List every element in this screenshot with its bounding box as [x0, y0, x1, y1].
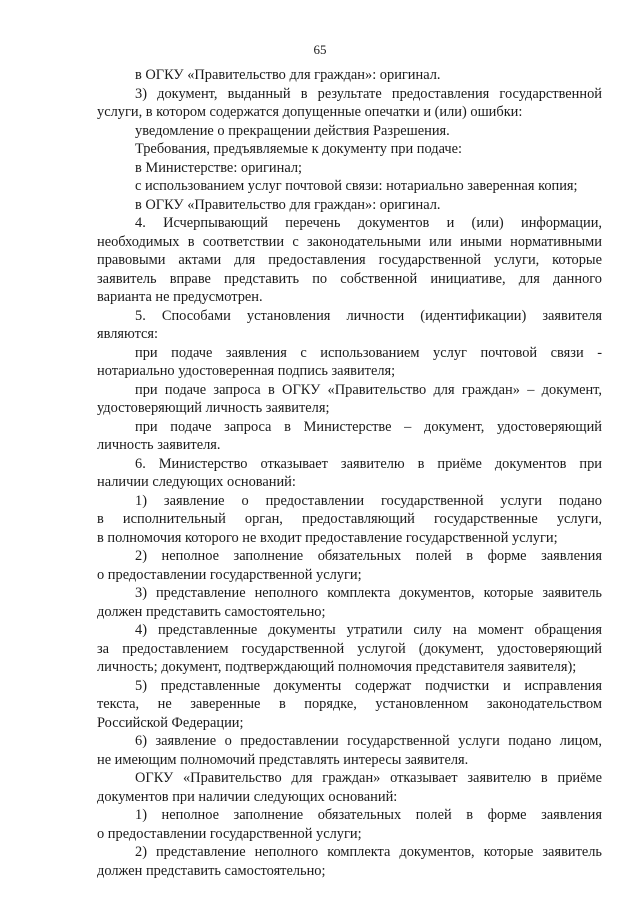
text-line: в Министерстве: оригинал; [135, 159, 303, 176]
text-line: Требования, предъявляемые к документу при подаче: [135, 141, 462, 157]
text-line: в исполнительный орган, предоставляющий государственные услуги, [97, 511, 602, 527]
text-line: за предоставлением государственной услугой (документ, удостоверяющий [97, 640, 602, 657]
text-line: в полномочия которого не входит предоставление государственной услуги; [97, 529, 558, 546]
text-line: 2) неполное заполнение обязательных полей в форме заявления [135, 548, 602, 564]
text-line: личность; документ, подтверждающий полномочия представителя заявителя); [97, 659, 577, 675]
text-line: с использованием услуг почтовой связи: нотариально заверенная копия; [135, 178, 578, 194]
text-line: правовыми актами для предоставления государственной услуги, которые [97, 252, 602, 268]
text-line: 3) документ, выданный в результате предоставления государственной [135, 85, 602, 102]
text-line: текста, не заверенные в порядке, установленном законодательством [97, 696, 602, 712]
text-line: ОГКУ «Правительство для граждан» отказывает заявителю в приёме [135, 770, 602, 786]
text-line: при подаче заявления с использованием услуг почтовой связи - [135, 344, 602, 361]
text-line: не имеющим полномочий представлять интересы заявителя. [97, 751, 469, 768]
text-line: 4) представленные документы утратили силу на момент обращения [135, 622, 602, 638]
document-body [97, 66, 602, 880]
text-line: Российской Федерации; [97, 714, 244, 731]
text-line: 3) представление неполного комплекта документов, которые заявитель [135, 585, 602, 601]
text-line: 1) неполное заполнение обязательных полей в форме заявления [135, 807, 602, 823]
text-line: в ОГКУ «Правительство для граждан»: оригинал. [135, 67, 441, 83]
text-line: личность заявителя. [97, 437, 221, 453]
text-line: 2) представление неполного комплекта документов, которые заявитель [135, 844, 602, 860]
text-line: варианта не предусмотрен. [97, 289, 263, 305]
text-line: 4. Исчерпывающий перечень документов и (или) информации, [135, 215, 602, 231]
text-line: 1) заявление о предоставлении государственной услуги подано [135, 492, 602, 509]
text-line: при подаче запроса в ОГКУ «Правительство для граждан» – документ, [135, 381, 602, 398]
text-line: 5) представленные документы содержат подчистки и исправления [135, 677, 602, 694]
text-line: в ОГКУ «Правительство для граждан»: оригинал. [135, 196, 441, 213]
text-line: 6. Министерство отказывает заявителю в приёме документов при [135, 455, 602, 472]
text-line: являются: [97, 326, 159, 342]
text-line: о предоставлении государственной услуги; [97, 566, 362, 583]
text-line: необходимых в соответствии с законодательными или иными нормативными [97, 233, 602, 250]
text-line: должен представить самостоятельно; [97, 862, 326, 879]
text-line: о предоставлении государственной услуги; [97, 825, 362, 842]
text-line: уведомление о прекращении действия Разрешения. [135, 122, 450, 139]
text-line: документов при наличии следующих оснований: [97, 788, 398, 805]
page-number: 65 [313, 42, 327, 57]
text-line: удостоверяющий личность заявителя; [97, 400, 330, 416]
text-line: 6) заявление о предоставлении государственной услуги подано лицом, [135, 733, 602, 749]
text-line: при подаче запроса в Министерстве – документ, удостоверяющий [135, 418, 602, 435]
text-line: 5. Способами установления личности (идентификации) заявителя [135, 307, 602, 324]
text-line: наличии следующих оснований: [97, 474, 296, 490]
text-line: должен представить самостоятельно; [97, 603, 326, 620]
text-line: заявитель вправе представить по собственной инициативе, для данного [97, 270, 602, 287]
text-line: услуги, в котором содержатся допущенные опечатки и (или) ошибки: [97, 104, 523, 120]
text-line: нотариально удостоверенная подпись заявителя; [97, 363, 396, 379]
